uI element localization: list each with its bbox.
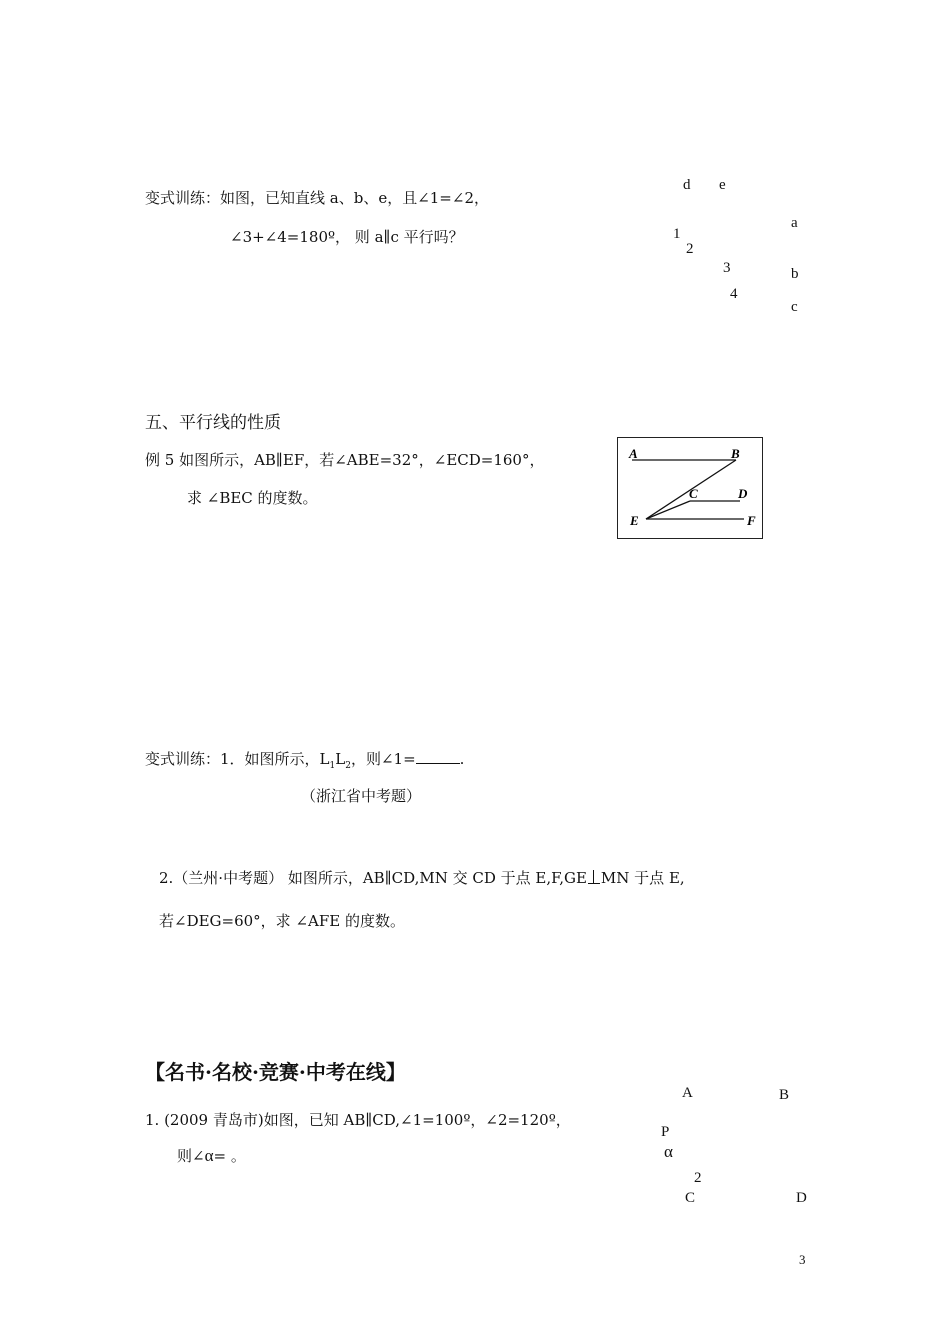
point-label-b: B — [731, 446, 740, 461]
q1-source: （浙江省中考题） — [301, 787, 422, 805]
fig-label-3: 3 — [723, 260, 731, 276]
q-line2-prefix: 则∠ — [177, 1147, 205, 1165]
q1-sub1: 1 — [329, 761, 336, 771]
section-heading-famous-books: 【名书·名校·竞赛·中考在线】 — [145, 1060, 406, 1084]
point-label-a: A — [629, 446, 638, 461]
fig2-label-d: D — [796, 1190, 807, 1206]
variant-exercise-q1 — [145, 748, 464, 771]
q2-part2: MN 于点 E, — [600, 869, 685, 887]
example5-line1: 例 5 如图所示，AB∥EF，若∠ABE=32°，∠ECD=160°， — [145, 451, 545, 469]
page-number: 3 — [799, 1252, 806, 1267]
qingdao-question-line1: 1. (2009 青岛市)如图，已知 AB∥CD,∠1=100º，∠2=120º， — [145, 1111, 571, 1129]
fig-label-c: c — [791, 299, 798, 315]
fig2-label-a: A — [682, 1085, 693, 1101]
point-label-d: D — [738, 486, 748, 501]
fig-label-2: 2 — [686, 241, 694, 257]
answer-blank — [416, 751, 460, 764]
perpendicular-icon — [588, 870, 600, 885]
section-heading-parallel-properties: 五、平行线的性质 — [145, 413, 281, 433]
q1-end: . — [459, 750, 465, 768]
fig2-label-2: 2 — [694, 1170, 702, 1186]
fig-label-e: e — [719, 177, 726, 193]
fig2-label-b: B — [779, 1087, 790, 1103]
qingdao-question-line2 — [177, 1145, 246, 1166]
fig-label-d: d — [683, 177, 691, 193]
q2-line2: 若∠DEG=60°，求 ∠AFE 的度数。 — [159, 912, 405, 930]
fig-label-4: 4 — [730, 286, 738, 302]
line-ec — [646, 501, 690, 519]
q2-line1 — [159, 867, 685, 888]
point-label-e: E — [630, 513, 639, 528]
alpha-symbol: α — [204, 1146, 214, 1165]
variant-exercise-line2: ∠3+∠4=180º， 则 a∥c 平行吗？ — [230, 228, 464, 246]
point-label-c: C — [689, 486, 698, 501]
fig2-label-c: C — [685, 1190, 696, 1206]
fig2-label-alpha: α — [664, 1142, 673, 1161]
q1-suffix: ，则∠1= — [350, 750, 416, 768]
fig-label-a: a — [791, 215, 798, 231]
example5-figure — [617, 437, 763, 539]
q1-prefix: 变式训练：1．如图所示，L — [145, 750, 330, 768]
q1-mid: L — [335, 750, 346, 768]
fig-label-b: b — [791, 266, 799, 282]
fig-label-1: 1 — [673, 226, 681, 242]
example5-diagram — [618, 438, 762, 538]
fig2-label-p: P — [661, 1124, 670, 1140]
point-label-f: F — [747, 513, 756, 528]
q2-part1: 2.（兰州·中考题） 如图所示，AB∥CD,MN 交 CD 于点 E,F,GE — [159, 869, 587, 887]
q1-sub2: 2 — [345, 761, 351, 771]
q-line2-suffix: = 。 — [213, 1147, 246, 1165]
example5-line2: 求 ∠BEC 的度数。 — [187, 489, 318, 507]
variant-exercise-line1: 变式训练：如图，已知直线 a、b、e，且∠1=∠2， — [145, 189, 489, 207]
